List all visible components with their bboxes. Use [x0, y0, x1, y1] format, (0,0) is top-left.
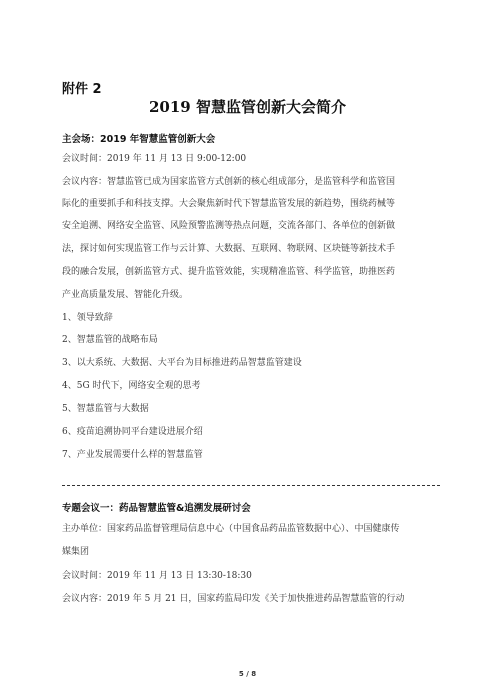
organizer-line: 主办单位：国家药品监督管理局信息中心（中国食品药品监管数据中心）、中国健康传: [62, 524, 400, 534]
main-session-content-line: 际化的重要抓手和科技支撑。大会聚焦新时代下智慧监管发展的新趋势，围绕药械等: [62, 199, 396, 209]
main-session-content-line: 安全追溯、网络安全监管、风险预警监测等热点问题，交流各部门、各单位的创新做: [62, 221, 396, 231]
agenda-item: 1、领导致辞: [62, 313, 113, 323]
agenda-item: 2、智慧监管的战略布局: [62, 335, 158, 345]
agenda-item: 6、疫苗追溯协同平台建设进展介绍: [62, 427, 203, 437]
special-session-heading: 专题会议一：药品智慧监管&追溯发展研讨会: [62, 503, 251, 514]
special-session-content: 会议内容：2019 年 5 月 21 日，国家药监局印发《关于加快推进药品智慧监管的行动: [62, 594, 405, 604]
main-session-content-line: 产业高质量发展、智能化升级。: [62, 290, 189, 300]
agenda-item: 7、产业发展需要什么样的智慧监管: [62, 450, 203, 460]
page-number: 5 / 8: [238, 670, 257, 678]
main-session-heading: 主会场：2019 年智慧监管创新大会: [62, 134, 216, 145]
section-divider: [62, 485, 440, 486]
agenda-item: 5、智慧监管与大数据: [62, 404, 149, 414]
main-session-content-line: 会议内容：智慧监管已成为国家监管方式创新的核心组成部分，是监管科学和监管国: [62, 177, 396, 187]
main-session-content-line: 段的融合发展，创新监管方式、提升监管效能，实现精准监管、科学监管，助推医药: [62, 267, 396, 277]
agenda-item: 4、5G 时代下，网络安全观的思考: [62, 381, 201, 391]
document-title: 2019 智慧监管创新大会简介: [149, 98, 346, 116]
organizer-line: 媒集团: [62, 547, 90, 557]
main-session-content-line: 法，探讨如何实现监管工作与云计算、大数据、互联网、物联网、区块链等新技术手: [62, 244, 396, 254]
main-session-time: 会议时间：2019 年 11 月 13 日 9:00-12:00: [62, 154, 247, 164]
special-session-time: 会议时间：2019 年 11 月 13 日 13:30-18:30: [62, 571, 252, 581]
attachment-label: 附件 2: [62, 82, 102, 97]
agenda-item: 3、以大系统、大数据、大平台为目标推进药品智慧监管建设: [62, 358, 302, 368]
